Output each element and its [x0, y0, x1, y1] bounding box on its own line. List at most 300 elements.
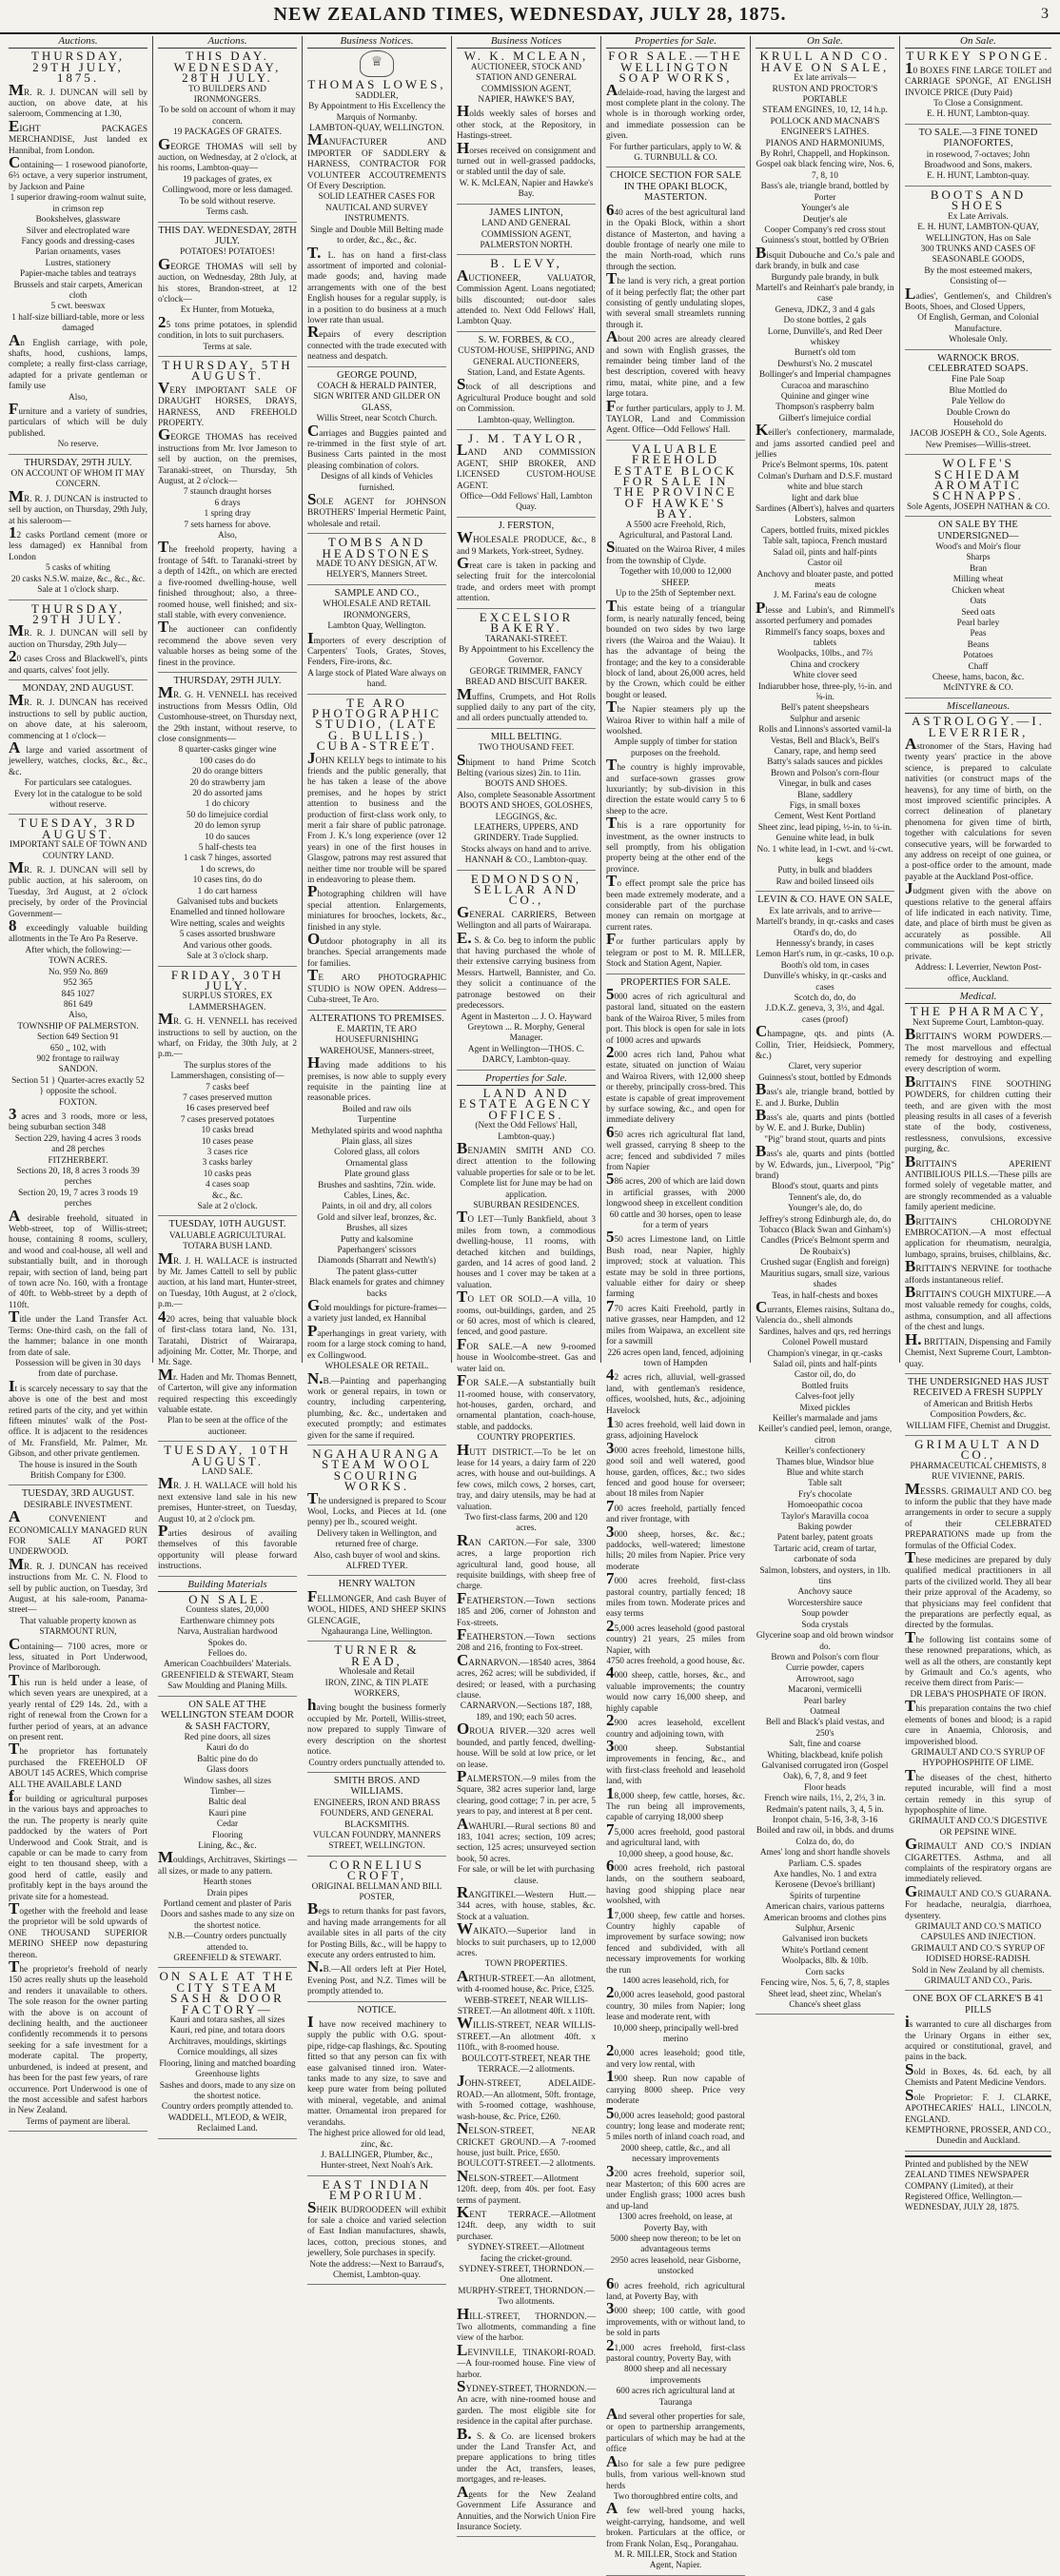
ad-line: Country orders punctually attended to.: [308, 1758, 445, 1768]
ad-line: Next Supreme Court, Lambton-quay.: [912, 1017, 1045, 1028]
ad-line: Architraves, mouldings, skirtings: [168, 2036, 286, 2047]
ad-line: Kauri, red pine, and totara doors: [169, 2026, 285, 2036]
ad-line: The patent glass-cutter: [336, 1267, 418, 1277]
ad-line: Kauri do do: [206, 1743, 249, 1754]
ad-line: BRITTAIN'S APERIENT ANTIBILIOUS PILLS.—These pills are formed solely of vegetable matter, and are strongly recommended as a valuable family aperient medicine.: [905, 1151, 1051, 1213]
ad-line: Methylated spirits and wood naphtha: [311, 1126, 442, 1136]
ad-line: Parliam. C.S. spades: [788, 1858, 862, 1869]
ad-line: 8000 sheep and all necessary improvements: [624, 2365, 727, 2386]
ad-line: 600 acres rich agricultural land at Tauranga: [616, 2387, 736, 2408]
ad-line: Judgment given with the above on questions relative to the general affairs of life indicated in each nativity. Time, date, and place of birth must be given as accurately as possible. All communications will be kept strictly private.: [905, 879, 1051, 962]
ad-line: Beans: [967, 639, 990, 650]
ad-line: Corn sacks: [805, 1967, 845, 1977]
ad-line: Soda crystals: [801, 1620, 849, 1630]
ad-line: Also, complete Seasonable Assortment: [457, 790, 596, 800]
ad-line: VERY IMPORTANT SALE OF DRAUGHT HORSES, DRAYS, HARNESS, AND FREEHOLD PROPERTY.: [158, 378, 297, 428]
ad-heading: THURSDAY, 29TH JULY, 1875.: [30, 49, 126, 86]
advertisement: [9, 1488, 147, 2132]
ad-line: PALMERSTON.—9 miles from the Square, 382 acres superior land, large clearing, good cottage; 7 in. per acre, 5 years to pay, and interest at 8 per cent.: [457, 1766, 596, 1818]
ad-line: Sheet zinc, lead piping, ½-in. to ¼-in.: [757, 822, 893, 833]
ad-line: Anchovy sauce: [797, 1587, 853, 1598]
ad-line: STEAM ENGINES, 10, 12, 14 h.p.: [762, 106, 888, 116]
ad-heading: KRULL AND CO. HAVE ON SALE,: [759, 49, 891, 74]
ad-line: Sashes and doors, made to any size on the shortest notice.: [159, 2080, 296, 2101]
ad-line: American brooms and clothes pins: [763, 1913, 887, 1923]
advertisement: [606, 170, 745, 440]
ad-line: Booth's old tom, in cases: [780, 960, 870, 971]
ad-line: ON ACCOUNT OF WHOM IT MAY CONCERN.: [10, 469, 146, 490]
ad-line: 16 cases preserved beef: [185, 1104, 270, 1114]
ad-line: 5 cases assorted brushware: [179, 930, 276, 940]
ad-line: GRIMAULT AND CO.'S SYRUP OF HYPOPHOSPHITE OF LIME.: [911, 1747, 1046, 1769]
ad-heading: TUESDAY, 10TH AUGUST.: [164, 1443, 291, 1468]
ad-heading: J. FERSTON,: [498, 520, 555, 531]
ad-heading: SMITH BROS. AND WILLIAMS.: [333, 1775, 421, 1798]
ad-line: 10 do sauces: [205, 832, 250, 842]
ad-line: Bass's ale, quarts and pints (bottled by W. Edwards, jun., Liverpool, "Pig" brand): [756, 1142, 894, 1182]
ad-line: Plan to be seen at the office of the auctioneer.: [167, 1416, 288, 1437]
ad-line: Bass's ale, triangle brand, bottled by E. and J. Burke, Dublin: [756, 1080, 894, 1109]
advertisement: [307, 2005, 446, 2176]
ad-line: 5000 acres of rich agricultural and pastoral land, situated on the eastern bank of the Wairoa River, 5 miles from port. This block is open for sale in lots of 1000 acres and upwards: [606, 984, 745, 1046]
ad-line: Country orders promptly attended to.: [161, 2102, 294, 2113]
advertisement: [457, 335, 596, 430]
ad-line: Galvanised corrugated iron (Gospel Oak), 6, 7, 8, and 9 feet: [761, 1760, 889, 1782]
section-heading: Properties for Sale.: [606, 36, 745, 49]
ad-line: Agent in Wellington—THOS. C. DARCY, Lambton-quay.: [467, 1044, 585, 1066]
ad-heading: B. LEVY,: [490, 256, 562, 271]
ad-line: For sale, or will be let with purchasing clause.: [458, 1865, 595, 1886]
ad-line: 8 exceedingly valuable building allotments in the Te Aro Pa Reserve.: [9, 916, 147, 945]
ad-heading: NOTICE.: [357, 2004, 397, 2016]
ad-line: 5 half-chests tea: [198, 843, 257, 854]
ad-line: Keiller's confectionery, marmalade, and jams assorted candied peel and jellies: [756, 421, 894, 461]
ad-line: Fine Pale Soap: [952, 375, 1005, 385]
ad-line: TO LET OR SOLD.—A villa, 10 rooms, out-buildings, garden, and 25 or 60 acres, most of which is cleared, fenced, and good pasture.: [457, 1288, 596, 1338]
advertisement: [307, 1776, 446, 1857]
ad-line: Tobacco (Black Swan and Ginham's): [759, 1226, 891, 1236]
advertisement: [756, 50, 894, 892]
ad-line: Boiled and raw oil, in bbds. and drums: [756, 1826, 894, 1837]
ad-line: Patent barley, patent groats: [776, 1533, 874, 1544]
ad-line: SYDNEY-STREET, THORNDON.—An acre, with nine-roomed house and garden. The most eligible site for residence in the capital after purchase.: [457, 2377, 596, 2428]
ad-heading: NGAHAURANGA STEAM WOOL SCOURING WORKS.: [312, 1445, 442, 1494]
ad-line: Section 229, having 4 acres 3 roods and 28 perches: [14, 1133, 142, 1155]
ad-line: Stock of all descriptions and Agricultural Produce bought and sold on Commission.: [457, 375, 596, 415]
ad-line: TWO THOUSAND FEET.: [478, 743, 575, 754]
ad-line: EIGHT PACKAGES MERCHANDISE, Just landed ex Hannibal, from London.: [9, 116, 147, 156]
ad-line: Keiller's confectionery: [784, 1446, 866, 1457]
ad-line: SOLE AGENT for JOHNSON BROTHERS' Imperial Hermetic Paint, wholesale and retail.: [307, 490, 446, 529]
advertisement: [307, 370, 446, 535]
ad-line: MR. G. H. VENNELL has received instructions to sell by auction, on the wharf, on Friday, the 30th July, at 2 p.m.—: [158, 1010, 297, 1060]
ad-line: Furniture and a variety of sundries, particulars of which will be duly published.: [9, 400, 147, 439]
ad-line: J. M. Farina's eau de cologne: [773, 591, 877, 601]
ad-line: 20 do assorted jams: [192, 789, 263, 798]
ad-line: Glass doors: [206, 1765, 248, 1776]
ad-line: TO LET—Tunly Bankfield, about 3 miles from town, a commodious dwelling-house, 11 rooms, with detached kitchen and buildings, garden, and 14 acres of good land. 2 houses and 1 cover may be taken at a valuation.: [457, 1208, 596, 1290]
ad-line: Cement, West Kent Portland: [775, 812, 875, 822]
ad-line: JOHN KELLY begs to intimate to his friends and the public generally, that he has taken a lease of the above premises, and he hopes by strict attention to business and the production of first-class work only, to merit a fair share of public patronage. From J. K.'s long experience (over 12 years) in one of the first houses in Glasgow, patrons may rest assured that neither time nor trouble will be spared in endeavoring to please them.: [307, 748, 446, 886]
ad-line: Lorne, Dunville's, and Red Deer whiskey: [767, 326, 883, 347]
ad-line: 50 do limejuice cordial: [186, 810, 268, 820]
ad-line: GEORGE TRIMMER, FANCY BREAD AND BISCUIT BAKER.: [465, 666, 587, 688]
ad-line: Chance's sheet glass: [789, 1999, 861, 2010]
ad-line: Mixed pickles: [799, 1403, 851, 1413]
ad-line: MR. J. H. WALLACE will hold his next extensive land sale in his new premises, Hunter-street, on Tuesday, August 10, at 2 o'clock pm.: [158, 1474, 297, 1524]
ad-line: Chaff: [968, 661, 989, 672]
ad-line: Mouldings, Architraves, Skirtings — all sizes, or made to any pattern.: [158, 1848, 297, 1877]
column-1: [4, 35, 153, 2127]
ad-line: No reserve.: [57, 440, 99, 450]
ad-heading: EDMONDSON, SELLAR AND CO.,: [470, 871, 582, 908]
ad-line: Hearth stones: [203, 1878, 252, 1888]
ad-heading: LEVIN & CO. HAVE ON SALE,: [757, 895, 893, 906]
ad-line: Oats: [970, 597, 987, 607]
advertisement: [756, 895, 894, 2015]
ad-line: TOWN ACRES.: [49, 956, 108, 967]
ad-line: COUNTRY PROPERTIES.: [477, 1433, 576, 1444]
advertisement: [158, 1700, 297, 1969]
ad-line: Chicken wheat: [952, 585, 1005, 596]
ad-line: MR. R. J. DUNCAN will sell by auction, on above date, at his saleroom, Commencing at 1.30,: [9, 80, 147, 120]
ad-line: BRITTAIN'S FINE SOOTHING POWDERS, for children cutting their teeth, and are given with the most pleasing results in all cases of a feverish state of the body, costiveness, restlessness, convulsions, excessive purging, &c.: [905, 1072, 1051, 1155]
advertisement: [158, 50, 297, 222]
ad-line: light and dark blue: [792, 493, 858, 503]
ad-line: Brussels and stair carpets, American cloth: [13, 280, 143, 301]
ad-line: The country is highly improvable, and surface-sown grasses grow luxuriantly; by sub-division in this direction the estate would carry 5 to 6 sheep to the acre.: [606, 756, 745, 816]
ad-line: Portland cement and plaster of Paris: [163, 1899, 292, 1909]
ad-line: 10 cases tins, do do: [192, 875, 263, 886]
ad-line: M. R. MILLER, Stock and Station Agent, Napier.: [614, 2549, 737, 2571]
ad-line: Colored glass, all colors: [334, 1148, 420, 1158]
advertisement: [307, 1644, 446, 1772]
ad-line: Bottled fruits: [801, 1381, 849, 1391]
ad-line: 550 acres Limestone land, on Little Bush road, near Napier, highly improved; stock at valuation. This estate may be sold in three portions, valuable either for dairy or sheep farming: [606, 1228, 745, 1300]
ad-line: LAND AND COMMISSION AGENT, SHIP BROKER, AND LICENSED CUSTOM-HOUSE AGENT.: [457, 441, 596, 491]
advertisement: [606, 977, 745, 2576]
ad-line: BENJAMIN SMITH AND CO. direct attention to the following valuable properties for sale or to be let.: [457, 1138, 596, 1178]
ad-line: Brown and Polson's corn flour: [771, 1652, 879, 1662]
ad-line: 20 do orange bitters: [191, 767, 264, 777]
ad-line: Lemon Hart's rum, in qr.-casks, 10 o.p.: [756, 950, 894, 960]
ad-line: MR. R. J. DUNCAN has received instructions to sell by public auction, on above date, at his saleroom, commencing at 1 o'clock—: [9, 691, 147, 741]
advertisement: [905, 1006, 1051, 1374]
ad-line: A few well-bred young hacks, weight-carrying, handsome, and well broken. Particulars at the office, or from Frank Nolan, Esq., Porangahau.: [606, 2499, 745, 2549]
advertisement: [307, 1859, 446, 2002]
ad-line: This is a rare opportunity for investment, as the owner instructs to sell promptly, from his obligation property being at the other end of the province.: [606, 814, 745, 875]
ad-line: LAND AND GENERAL COMMISSION AGENT, PALMERSTON NORTH.: [480, 219, 573, 250]
ad-line: GRIMAULT AND CO., Paris.: [924, 1976, 1032, 1987]
ad-line: Taylor's Maravilla cocoa: [781, 1511, 869, 1522]
ad-line: GEORGE THOMAS has received instructions from Mr. Ivor Jameson to sell by auction, on the premises, Taranaki-street, on Thursday, 5th August, at 2 o'clock—: [158, 425, 297, 487]
ad-line: KENT TERRACE.—Allotment 124ft. deep, any width to suit purchaser.: [457, 2202, 596, 2242]
ad-line: 1 do screws, do: [200, 864, 255, 875]
ad-line: 3000 acres freehold, limestone hills, good soil and well watered, good house, garden, offices, &c.; two sides fenced and good house for overseer; about 18 miles from Napier: [606, 1438, 745, 1500]
ad-line: BOULCOTT-STREET.—2 allotments.: [457, 2159, 596, 2170]
ad-line: Plate ground glass: [344, 1170, 410, 1180]
ad-line: Address: I. Leverrier, Newton Post-office, Auckland.: [914, 963, 1042, 984]
ad-line: MR. G. H. VENNELL has received instructions from Messrs Odlin, Old Customhouse-street, on Thursday next, the 29th instant, without reserve, to close consignments—: [158, 683, 297, 744]
ad-line: Fancy goods and dressing-cases: [21, 236, 135, 246]
ad-line: Terms at sale.: [203, 342, 252, 352]
ad-line: For further particulars apply by telegram or post to M. R. MILLER, Stock and Station Agent, Napier.: [606, 930, 745, 970]
ad-heading: ALTERATIONS TO PREMISES.: [309, 1013, 444, 1024]
section-heading: Properties for Sale.: [457, 1073, 596, 1086]
ad-line: 1 half-size billiard-table, more or less damaged: [11, 312, 145, 334]
ad-line: 226 acres open land, fenced, adjoining town of Hampden: [607, 1347, 744, 1368]
ad-line: PIANOS AND HARMONIUMS,: [765, 138, 885, 148]
ad-line: Champion's vinegar, in qr.-casks: [767, 1348, 883, 1359]
ad-line: Baking powder: [797, 1523, 853, 1533]
ad-line: To Close a Consignment.: [933, 99, 1023, 109]
ad-line: The diseases of the chest, hitherto reputed incurable, will find a most certain remedy in this syrup of hypophosphite of lime.: [905, 1765, 1051, 1816]
ad-line: WHOLESALE PRODUCE, &c., 8 and 9 Markets, York-street, Sydney.: [457, 528, 596, 557]
ad-line: for building or agricultural purposes in the various bays and approaches to the run. The property is nearly quite paddocked by the waters of Port Underwood and Cook Strait, and is capable or can be made to carry from eight to ten thousand sheep, with a good herd of cattle, easily and profitably kept in the bays around the private site for a homestead.: [9, 1786, 147, 1902]
ad-line: JOHN-STREET, ADELAIDE-ROAD.—An allotment, 50ft. frontage, with 5-roomed cottage, washhouse, wash-house, &c. Price, £260.: [457, 2072, 596, 2122]
ad-line: For particulars see catalogues.: [24, 778, 132, 789]
ad-line: Brown and Polson's corn-flour: [770, 768, 879, 778]
ad-line: Earthenware chimney pots: [180, 1616, 275, 1626]
ad-line: Sale at 2 o'clock.: [197, 1202, 258, 1212]
ad-line: Blue and white starch: [786, 1468, 864, 1478]
ad-line: Narva, Australian hardwood: [177, 1627, 278, 1638]
ad-line: Single and Double Mill Belting made to order, &c., &c., &c.: [310, 225, 443, 246]
column-3: [303, 35, 452, 2280]
ad-line: It is scarcely necessary to say that the above is one of the best and most retired parts of the city, and yet within fifteen minutes' walk of the Post-office. It is adjacent to the residences of Mr. Fransfield, Mr. Palmer, Mr. Gibson, and other private gentlemen.: [9, 1376, 147, 1460]
ad-line: RANGITIKEI.—Western Hutt.—344 acres, with house, stables, &c. Stock at a valuation.: [457, 1882, 596, 1922]
ad-line: 75,000 acres freehold, good pastoral and agricultural land, with: [606, 1819, 745, 1849]
ad-line: The surplus stores of the Lammershagen, consisting of—: [170, 1060, 285, 1082]
ad-line: 1300 acres freehold, on lease, at Poverty Bay, with: [618, 2212, 733, 2233]
ad-line: MR. J. H. WALLACE is instructed by Mr. James Cattell to sell by public auction, at his land mart, Hunter-street, on Tuesday, 10th August, at 2 o'clock, p.m.—: [158, 1249, 297, 1310]
ad-heading: FOR SALE.—THE WELLINGTON SOAP WORKS,: [608, 49, 743, 86]
ad-line: Canary, rape, and hemp seed: [774, 747, 876, 757]
ad-line: Younger's ale, do, do: [788, 1204, 862, 1214]
ad-line: 20 cases Cross and Blackwell's, pints and quarts, calves' foot jelly.: [9, 647, 147, 676]
ad-heading: S. W. FORBES, & CO.,: [478, 334, 575, 345]
advertisement: [158, 1971, 297, 2138]
ad-line: MURPHY-STREET, THORNDON.—Two allotments.: [458, 2286, 595, 2308]
ad-line: Pearl barley: [956, 618, 1000, 628]
ad-line: FEATHERSTON.—Town sections 185 and 206, corner of Johnston and Fox-streets.: [457, 1588, 596, 1628]
ad-line: 3 acres and 3 roods, more or less, being suburban section 348: [9, 1104, 147, 1133]
ad-line: Rimmell's fancy soaps, boxes and tablets: [765, 627, 885, 648]
ad-line: The freehold property, having a frontage of 54ft. to Taranaki-street by a depth of 142ft., on which are erected a five-roomed dwelling-house, well finished throughout; also, a three-roomed house, well finished; and six-stall stable, with every convenience.: [158, 538, 297, 620]
ad-line: After which, the following:—: [25, 945, 131, 955]
ad-line: Sections 20, 18, 8 acres 3 roods 39 perches: [16, 1167, 140, 1188]
ad-line: 100 cases do do: [199, 756, 256, 766]
ad-line: Burgundy pale brandy, in bulk: [771, 272, 879, 283]
ad-line: BOOTS AND SHOES, GOLOSHES, LEGGINGS, &c.: [460, 801, 593, 822]
ad-line: Paperhangers' scissors: [337, 1246, 417, 1256]
ad-line: 7000 acres freehold, first-class pastoral country, partially fenced; 18 miles from town. Moderate prices and easy terms: [606, 1569, 745, 1620]
ad-line: 8 quarter-casks ginger wine: [178, 745, 277, 756]
ad-line: Gold mouldings for picture-frames—a variety just landed, ex Hannibal: [307, 1296, 446, 1325]
ad-line: Outdoor photography in all its branches. Special arrangements made for families.: [307, 930, 446, 969]
ad-line: An English carriage, with pole, shafts, hood, cushions, lamps, complete; a really first-class carriage, adapted for a private gentleman or family use: [9, 330, 147, 392]
ad-line: Lobsters, salmon: [795, 515, 855, 525]
ad-line: in rosewood, 7-octaves; John Broadwood and Sons, makers.: [924, 149, 1032, 171]
ad-line: N.B.—Country orders punctually attended to.: [167, 1932, 287, 1953]
ad-line: Martell's brandy, in qr.-casks and cases: [756, 917, 894, 928]
ad-line: Adelaide-road, having the largest and most complete plant in the colony. The whole is in thorough working order, and immediate possession can be given.: [606, 80, 745, 142]
ad-line: Flooring: [211, 1830, 244, 1840]
ad-line: Sardines, halves and qrs, red herrings: [758, 1327, 892, 1337]
ad-line: Lining, &c., &c.: [198, 1840, 257, 1851]
ad-line: Galvanised iron buckets: [782, 1935, 868, 1945]
ad-line: Bran: [969, 563, 988, 574]
ad-line: JACOB JOSEPH & CO., Sole Agents.: [910, 429, 1047, 440]
ad-line: GREENFIELD & STEWART, Steam Saw Moulding and Planing Mills.: [161, 1670, 294, 1692]
ad-line: 1900 sheep. Run now capable of carrying 8000 sheep. Price very moderate: [606, 2067, 745, 2107]
ad-heading: ON SALE AT THE WELLINGTON STEAM DOOR & SASH FACTORY,: [161, 1699, 294, 1732]
ad-line: Also, cash buyer of wool and skins. ALFRED TYER.: [313, 1550, 441, 1571]
advertisement: [457, 521, 596, 609]
ad-line: GRIMAULT AND CO.'S GUARANA. For headache, neuralgia, diarrhoea, dysentery.: [905, 1881, 1051, 1921]
ad-line: Having made additions to his premises, is now able to supply every requisite in the painting line at reasonable prices.: [307, 1053, 446, 1104]
ad-heading: TUESDAY, 10TH AUGUST.: [168, 1219, 286, 1230]
advertisement: [307, 79, 446, 366]
ad-line: IRON, ZINC, & TIN PLATE WORKERS,: [324, 1678, 429, 1700]
ad-line: Capers, bottled fruits, mixed pickles: [760, 525, 890, 536]
ad-line: The auctioneer can confidently recommend the above seven very valuable horses as being some of the finest in the province.: [158, 618, 297, 668]
ad-heading: W. K. MCLEAN,: [463, 49, 589, 64]
ad-line: Containing— 7100 acres, more or less, situated in Port Underwood, Province of Marlborough.: [9, 1634, 147, 1674]
ad-line: 20 do lemon syrup: [194, 821, 261, 832]
ad-line: Sulphur, Arsenic: [795, 1924, 855, 1935]
ad-line: Doors and sashes made to any size on the shortest notice.: [160, 1910, 295, 1931]
ad-line: Wholesale Only.: [949, 335, 1008, 345]
ad-line: MESSRS. GRIMAULT AND CO. beg to inform the public that they have made arrangements in order to secure a supply of their CELEBRATED PREPARATIONS made up from the formulas of the Official Codex.: [905, 1479, 1051, 1551]
ad-line: SYDNEY-STREET, THORNDON.—One allotment.: [459, 2264, 594, 2286]
advertisement: [457, 609, 596, 729]
ad-line: For further particulars, apply to J. M. TAYLOR, Land and Commission Agent. Office—Odd Fellows' Hall.: [606, 396, 745, 436]
ad-line: Dunville's whisky, in qr.-casks and cases: [763, 972, 887, 993]
ad-line: Mauritius sugars, small size, various shades: [760, 1268, 890, 1290]
ad-heading: MILL BELTING.: [490, 731, 562, 742]
ad-line: Holds weekly sales of horses and other stock, at the Repository, in Hastings-street.: [457, 102, 596, 142]
ad-line: GRIMAULT AND CO.'S DIGESTIVE OR PEPSINE WINE.: [909, 1817, 1048, 1838]
advertisement: [457, 50, 596, 204]
ad-line: Ample supply of timber for station purposes on the freehold.: [614, 737, 737, 758]
ad-line: Baltic deal: [207, 1798, 246, 1808]
ad-line: Also,: [69, 1011, 88, 1021]
ad-line: NELSON-STREET.—Allotment 120ft. deep, from 40s. per foot. Easy terms of payment.: [457, 2166, 596, 2206]
advertisement: [905, 716, 1051, 989]
ad-line: 2950 acres leasehold, near Gisborne, unstocked: [610, 2255, 741, 2277]
ad-line: By the most esteemed makers, Consisting of—: [924, 265, 1032, 287]
ad-line: Sole Agents, JOSEPH NATHAN & CO.: [906, 501, 1050, 512]
ad-line: Felloes do.: [207, 1649, 247, 1660]
ad-line: 7 cases preserved potatoes: [180, 1114, 275, 1125]
ad-line: Willis Street, near Scotch Church.: [316, 414, 438, 424]
ad-line: having bought the business formerly occupied by Mr. Portell, Willis-street, now prepared to supply Tinware of every description on the shortest notice.: [307, 1696, 446, 1758]
ad-line: 12 casks Portland cement (more or less damaged) ex Hannibal from London: [9, 523, 147, 562]
ad-line: Silver and electroplated ware: [26, 226, 130, 236]
ad-line: Sulphur and arsenic: [790, 714, 860, 724]
ad-line: SYDNEY-STREET.—Allotment facing the cricket-ground.: [467, 2243, 585, 2264]
ad-line: Brushes, all sizes: [345, 1224, 408, 1234]
ad-line: 1 do cart harness: [197, 886, 258, 896]
ad-line: FOR SALE.—A new 9-roomed house in Woolcombe-street. Gas and water laid on.: [457, 1334, 596, 1374]
ad-line: HUTT DISTRICT.—To be let on lease for 14 years, a dairy farm of 220 acres, with house and out-buildings. A few cows, milch cows, 2 horses, cart, tray, and dairy utensils, may be had at valuation.: [457, 1440, 596, 1512]
ad-line: SURPLUS STORES, EX LAMMERSHAGEN.: [182, 992, 273, 1013]
ad-line: Agents for the New Zealand Government Life Assurance and Annuities, and the Norwich Union Fire Insurance Society.: [457, 2482, 596, 2532]
ad-line: CUSTOM-HOUSE, SHIPPING, AND GENERAL AUCTIONEERS,: [458, 346, 595, 367]
ad-line: is warranted to cure all discharges from the Urinary Organs in either sex, acquired or constitutional, gravel, and pains in the back.: [905, 2013, 1051, 2063]
advertisement: [307, 1445, 446, 1576]
ad-line: IMPORTANT SALE OF TOWN AND COUNTRY LAND.: [9, 840, 147, 861]
ad-line: KEMPTHORNE, PROSSER, AND CO., Dunedin and Auckland.: [905, 2125, 1051, 2147]
advertisement: [905, 1436, 1051, 1992]
ad-line: Together with the freehold and lease the proprietor will be sold upwards of ONE THOUSAND SUPERIOR MERINO SHEEP now depasturing thereon.: [9, 1899, 147, 1960]
ad-line: Blue Mottled do: [949, 385, 1008, 396]
ad-line: BRITTAIN'S NERVINE for toothache affords instantaneous relief.: [905, 1257, 1051, 1286]
ad-line: Putty and kalsomine: [341, 1234, 413, 1245]
section-heading: Miscellaneous.: [905, 701, 1051, 714]
ad-line: Currants, Elemes raisins, Sultana do., Valencia do., shell almonds: [756, 1297, 894, 1327]
ad-heading: WARNOCK BROS. CELEBRATED SOAPS.: [928, 352, 1029, 374]
ad-line: Do stone bottles, 2 gals: [783, 316, 867, 326]
ad-line: 902 frontage to railway: [36, 1053, 120, 1064]
ad-line: Axe handles, No. 1 and extra: [773, 1870, 877, 1880]
ad-line: Milling wheat: [952, 575, 1004, 585]
ad-line: Worcestershire sauce: [787, 1598, 863, 1608]
ad-line: Cornice mouldings, all sizes: [177, 2048, 278, 2058]
ad-line: Ironpot chain, 5-16, 3-8, 3-16: [772, 1816, 878, 1825]
ad-line: POTATOES! POTATOES!: [180, 247, 275, 258]
ad-line: Claret, very superior: [788, 1062, 862, 1072]
ad-line: Guinness's stout, bottled by O'Brien: [761, 236, 889, 246]
ad-line: 7 sets harness for above.: [184, 520, 271, 530]
ad-heading: TE ARO PHOTOGRAPHIC STUDIO, (LATE G. BULLIS.) CUBA-STREET.: [311, 695, 442, 754]
ad-line: Office—Odd Fellows' Hall, Lambton Quay.: [460, 492, 593, 513]
ad-line: Ex late arrivals, and to arrive—: [769, 906, 881, 916]
ad-line: Castor oil, do, do: [794, 1370, 856, 1381]
ad-line: Lambton-quay, Wellington.: [477, 415, 575, 425]
advertisement: [307, 1579, 446, 1642]
ad-line: MADE TO ANY DESIGN, AT W. HELYER'S, Manners Street.: [316, 560, 438, 580]
ad-line: TARANAKI-STREET.: [484, 634, 568, 644]
ad-line: Plain glass, all sizes: [341, 1136, 413, 1147]
ad-line: BRITTAIN'S CHLORODYNE EMBROCATION.—A most effectual application for rheumatism, neuralgia, lumbago, sprains, bruises, chilblains, &c.: [905, 1209, 1051, 1260]
ad-line: Shipment to hand Prime Scotch Belting (various sizes) 2in. to 11in.: [457, 750, 596, 778]
ad-line: WAIKATO.—Superior land in blocks to suit purchasers, up to 12,000 acres.: [457, 1919, 596, 1958]
ad-line: McINTYRE & CO.: [943, 683, 1013, 694]
section-heading: Business Notices.: [307, 36, 446, 49]
advertisement: [158, 226, 297, 357]
ad-line: This preparation contains the two chief elements of bones and blood; is a rapid cure in Anaemia, Chlorosis, and impoverished blood.: [905, 1697, 1051, 1747]
ad-line: Kerosene (Devoe's brilliant): [775, 1880, 875, 1891]
ad-line: Diamonds (Sharratt and Newth's): [317, 1256, 437, 1267]
ad-line: ARTHUR-STREET.—An allotment, with 4-roomed house, &c. Price, £325.: [457, 1966, 596, 1996]
ad-line: Two thoroughbred entire colts, and: [613, 2491, 738, 2502]
ad-line: "Pig" brand stout, quarts and pints: [764, 1134, 886, 1145]
ad-line: 6 drays: [214, 498, 241, 508]
ad-heading: FRIDAY, 30TH JULY.: [170, 967, 285, 993]
ad-line: AWAHURI.—Rural sections 80 and 183, 1041 acres; section, 109 acres; section, 125 acres; unsurveyed section book, 50 acres.: [457, 1814, 596, 1864]
ad-line: AUCTIONEER, STOCK AND STATION AND GENERAL COMMISSION AGENT,: [470, 62, 582, 94]
ad-line: Kauri pine: [208, 1808, 246, 1819]
ad-line: Bass's ale, triangle brand, bottled by Porter: [760, 182, 890, 203]
ad-line: TOWN PROPERTIES.: [484, 1959, 568, 1970]
ad-line: Rolls and Linnons's assorted vamil-la: [758, 725, 892, 736]
ad-line: W. K. McLEAN, Napier and Hawke's Bay.: [459, 178, 594, 200]
ad-line: 3000 sheep, horses, &c. &c.; paddocks, well-watered; limestone hills; 20 miles from Napier. Price very moderate: [606, 1522, 745, 1572]
ad-line: These medicines are prepared by duly qualified medical practitioners in all parts of the civilized world. They all bear their prize approval of the Academy, so that physicians may feel confident that the preparations are perfectly equal, as directed by the formulas.: [905, 1548, 1051, 1631]
ad-heading: GRIMAULT AND CO.,: [914, 1436, 1042, 1463]
